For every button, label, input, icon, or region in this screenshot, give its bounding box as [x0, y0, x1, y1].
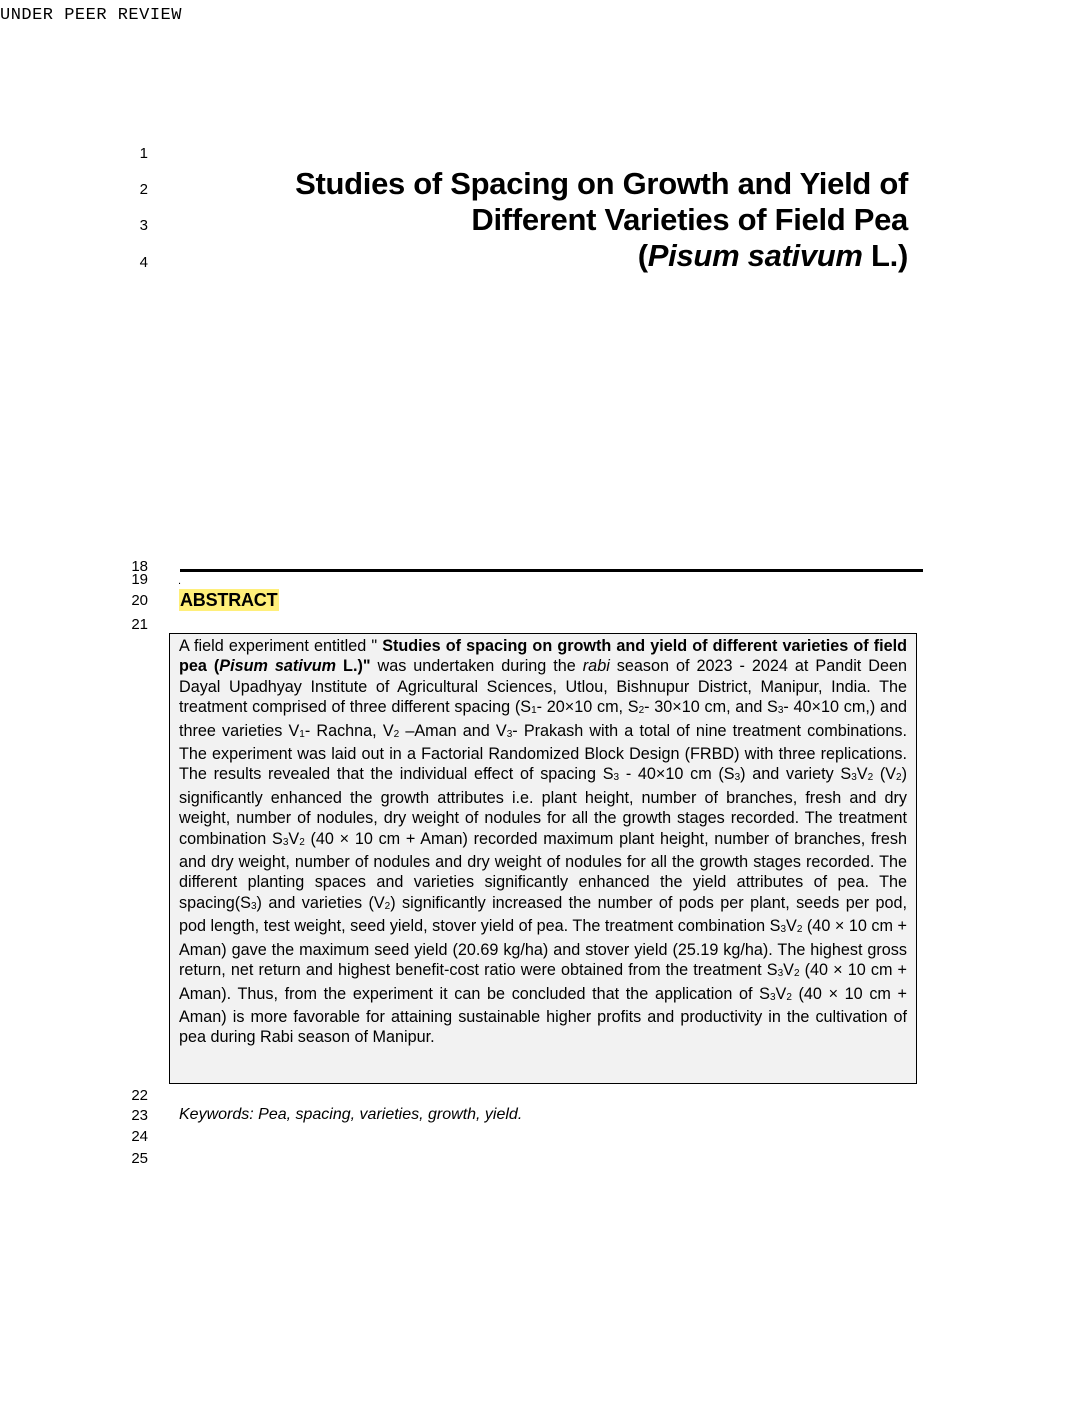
line-number: 18	[131, 558, 148, 575]
paper-title-line-1: Studies of Spacing on Growth and Yield of	[295, 166, 908, 201]
line-number: 4	[139, 254, 148, 271]
line-number: 19	[131, 571, 148, 588]
title-species-name: Pisum sativum	[647, 238, 863, 273]
title-open-paren: (	[637, 238, 648, 273]
line-number: 2	[139, 181, 148, 198]
title-close: L.)	[862, 238, 908, 273]
rule-dot: .	[178, 575, 182, 587]
line-number: 1	[139, 145, 148, 162]
line-number: 22	[131, 1087, 148, 1104]
peer-review-stamp: UNDER PEER REVIEW	[0, 6, 182, 25]
line-number: 25	[131, 1150, 148, 1167]
line-number: 23	[131, 1107, 148, 1124]
abstract-heading: ABSTRACT	[180, 590, 278, 610]
line-number: 24	[131, 1128, 148, 1145]
line-number: 3	[139, 217, 148, 234]
line-number: 21	[131, 616, 148, 633]
section-rule	[180, 569, 923, 572]
keywords: Keywords: Pea, spacing, varieties, growth, yield.	[179, 1106, 523, 1123]
abstract-text: A field experiment entitled " Studies of spacing on growth and yield of different varieties of field pea (Pisum sativum L.)" was undertaken during the rabi season of 2023 - 2024 at Pandit Deen Dayal Upadhyay Institute of Agricultural Sciences, Utlou, Bishnupur District, Manipur, India. The treatment comprised of three different spacing ($S_1-$ 20×10 cm, $S_2-$ 30×10 cm, and $S_3-$ 40×10 cm,) and three varieties $V_1-$ Rachna, $V_2$ –Aman and $V_3-$ Prakash with a total of nine treatment combinations. The experiment was laid out in a Factorial Randomized Block Design (FRBD) with three replications. The results revealed that the individual effect of spacing $S_3 - 40\times 10$ cm $(S_3)$ and variety $S_3V_2$ $(V_2)$ significantly enhanced the growth attributes i.e. plant height, number of branches, fresh and dry weight, number of nodules, dry weight of nodules for all the growth stages recorded. The treatment combination $S_3V_2$ (40 × 10 cm + Aman) recorded maximum plant height, number of branches, fresh and dry weight, number of nodules and dry weight of nodules for all the growth stages recorded. The different planting spaces and varieties significantly enhanced the yield attributes of pea. The $spacing(S_3)$ and varieties $(V_2)$ significantly increased the number of pods per plant, seeds per pod, pod length, test weight, seed yield, stover yield of pea. The treatment combination $S_3V_2$ (40 × 10 cm + Aman) gave the maximum seed yield (20.69 kg/ha) and stover yield (25.19 kg/ha). The highest gross return, net return and highest benefit-cost ratio were obtained from the treatment $S_3V_2$ (40 × 10 cm + Aman). Thus, from the experiment it can be concluded that the application of $S_3V_2$ (40 × 10 cm + Aman) is more favorable for attaining sustainable higher profits and productivity in the cultivation of pea during Rabi season of Manipur.	[179, 637, 908, 1047]
line-number: 20	[131, 592, 148, 609]
paper-title-line-3	[208, 238, 908, 274]
paper-title-line-2: Different Varieties of Field Pea	[471, 202, 908, 237]
abstract-box	[169, 633, 917, 1084]
